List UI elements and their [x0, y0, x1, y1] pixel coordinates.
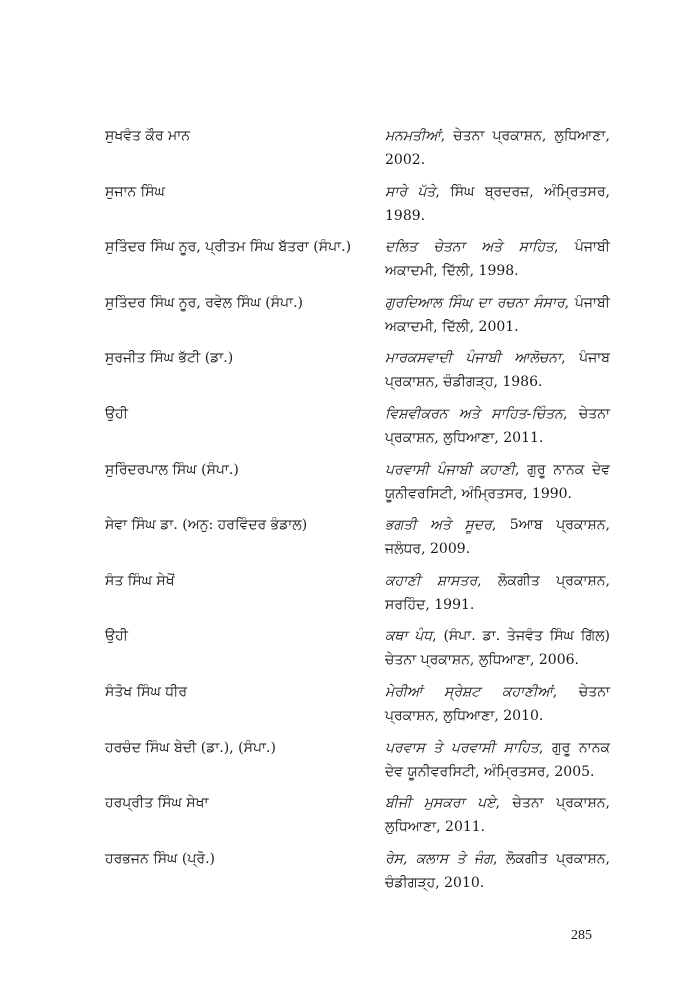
entry-title: ਪਰਵਾਸ ਤੇ ਪਰਵਾਸੀ ਸਾਹਿਤ: [385, 739, 539, 756]
entry-author: ਸੁਜਾਨ ਸਿੰਘ: [105, 183, 165, 200]
bibliography-entry: [105, 680, 610, 736]
entry-work: [385, 791, 610, 847]
bibliography-entry: [105, 847, 610, 903]
entry-author: ਸੁਤਿੰਦਰ ਸਿੰਘ ਨੂਰ, ਪ੍ਰੀਤਮ ਸਿੰਘ ਬੱਤਰਾ (ਸੰਪਾ.): [105, 239, 352, 256]
entry-details: , ਚੇਤਨਾ ਪ੍ਰਕਾਸ਼ਨ, ਲੁਧਿਆਣਾ, 2002.: [385, 128, 610, 168]
entry-details: , ਚੇਤਨਾ ਪ੍ਰਕਾਸ਼ਨ, ਲੁਧਿਆਣਾ, 2010.: [385, 683, 610, 724]
entry-details: , ਪੰਜਾਬ ਪ੍ਰਕਾਸ਼ਨ, ਚੰਡੀਗੜ੍ਹ, 1986.: [385, 350, 611, 391]
entry-author: ਸੁਰਿੰਦਰਪਾਲ ਸਿੰਘ (ਸੰਪਾ.): [105, 461, 239, 478]
bibliography-entry: [105, 346, 610, 402]
entry-title: ਪਰਵਾਸੀ ਪੰਜਾਬੀ ਕਹਾਣੀ: [385, 461, 515, 478]
bibliography-entry: [105, 513, 610, 569]
entry-title: ਵਿਸ਼ਵੀਕਰਨ ਅਤੇ ਸਾਹਿਤ-ਚਿੰਤਨ: [385, 405, 564, 422]
entry-title: ਗੁਰਦਿਆਲ ਸਿੰਘ ਦਾ ਰਚਨਾ ਸੰਸਾਰ: [385, 294, 565, 311]
entry-author: ਸੰਤ ਸਿੰਘ ਸੇਖੋਂ: [105, 572, 175, 589]
bibliography-entry: [105, 736, 610, 792]
entry-title: ਰੇਸ, ਕਲਾਸ ਤੇ ਜੰਗ: [385, 850, 493, 867]
entry-work: [385, 402, 610, 458]
entry-details: , ਲੋਕਗੀਤ ਪ੍ਰਕਾਸ਼ਨ, ਸਰਹਿੰਦ, 1991.: [385, 572, 610, 613]
entry-title: ਭਗਤੀ ਅਤੇ ਸੂਦਰ: [385, 517, 492, 534]
entry-details: , ਗੁਰੂ ਨਾਨਕ ਦੇਵ ਯੂਨੀਵਰਸਿਟੀ, ਅੰਮ੍ਰਿਤਸਰ, 1990.: [385, 461, 610, 502]
entry-work: [385, 624, 610, 680]
entry-title: ਮੇਰੀਆਂ ਸ੍ਰੇਸ਼ਟ ਕਹਾਣੀਆਂ: [385, 683, 553, 700]
entry-title: ਬੀਜੀ ਮੁਸਕਰਾ ਪਏ: [385, 795, 496, 812]
entry-details: , 5ਆਬ ਪ੍ਰਕਾਸ਼ਨ, ਜਲੰਧਰ, 2009.: [385, 517, 610, 558]
entry-author: ਸੁਖਵੰਤ ਕੌਰ ਮਾਨ: [105, 128, 191, 144]
bibliography-entry: [105, 180, 610, 236]
entry-author: ਹਰਪ੍ਰੀਤ ਸਿੰਘ ਸੇਖਾ: [105, 795, 209, 812]
bibliography-entry: [105, 124, 610, 180]
entry-work: [385, 680, 610, 736]
entry-title: ਮਾਰਕਸਵਾਦੀ ਪੰਜਾਬੀ ਆਲੋਚਨਾ: [385, 350, 562, 367]
entry-author: ਸੁਤਿੰਦਰ ਸਿੰਘ ਨੂਰ, ਰਵੇਲ ਸਿੰਘ (ਸੰਪਾ.): [105, 294, 304, 311]
entry-work: [385, 346, 610, 402]
entry-author: ਹਰਚੰਦ ਸਿੰਘ ਬੇਦੀ (ਡਾ.), (ਸੰਪਾ.): [105, 739, 276, 756]
bibliography-entry: [105, 458, 610, 514]
entry-details: , ਪੰਜਾਬੀ ਅਕਾਦਮੀ, ਦਿੱਲੀ, 1998.: [385, 239, 610, 280]
entry-work: [385, 235, 610, 291]
entry-details: , ਪੰਜਾਬੀ ਅਕਾਦਮੀ, ਦਿੱਲੀ, 2001.: [385, 294, 610, 335]
entry-work: [385, 513, 610, 569]
entry-work: [385, 569, 610, 625]
page-number: 285: [571, 928, 592, 943]
entry-details: , ਗੁਰੂ ਨਾਨਕ ਦੇਵ ਯੂਨੀਵਰਸਿਟੀ, ਅੰਮ੍ਰਿਤਸਰ, 2005.: [385, 739, 610, 780]
entry-work: [385, 124, 610, 180]
entry-author: ਉਹੀ: [105, 405, 128, 422]
entry-work: [385, 180, 610, 236]
entry-author: ਸੰਤੋਖ ਸਿੰਘ ਧੀਰ: [105, 683, 188, 700]
bibliography-entry: [105, 235, 610, 291]
entry-details: , ਸਿੰਘ ਬ੍ਰਦਰਜ਼, ਅੰਮ੍ਰਿਤਸਰ, 1989.: [385, 183, 610, 224]
bibliography-entry: [105, 402, 610, 458]
bibliography-entry: [105, 569, 610, 625]
entry-details: , ਚੇਤਨਾ ਪ੍ਰਕਾਸ਼ਨ, ਲੁਧਿਆਣਾ, 2011.: [385, 405, 610, 446]
bibliography-list: [105, 124, 610, 902]
entry-author: ਸੇਵਾ ਸਿੰਘ ਡਾ. (ਅਨੁ: ਹਰਵਿੰਦਰ ਭੰਡਾਲ): [105, 517, 308, 534]
entry-author: ਉਹੀ: [105, 628, 128, 645]
entry-details: , ਲੋਕਗੀਤ ਪ੍ਰਕਾਸ਼ਨ, ਚੰਡੀਗੜ੍ਹ, 2010.: [385, 850, 610, 891]
entry-work: [385, 291, 610, 347]
entry-title: ਦਲਿਤ ਚੇਤਨਾ ਅਤੇ ਸਾਹਿਤ: [385, 239, 554, 256]
entry-work: [385, 458, 610, 514]
bibliography-entry: [105, 791, 610, 847]
entry-work: [385, 847, 610, 903]
entry-title: ਕਹਾਣੀ ਸ਼ਾਸਤਰ: [385, 572, 478, 589]
bibliography-entry: [105, 624, 610, 680]
entry-details: , (ਸੰਪਾ. ਡਾ. ਤੇਜਵੰਤ ਸਿੰਘ ਗਿੱਲ) ਚੇਤਨਾ ਪ੍ਰਕਾਸ਼ਨ, ਲੁਧਿਆਣਾ, 2006.: [385, 628, 611, 669]
bibliography-entry: [105, 291, 610, 347]
entry-title: ਮਨਮਤੀਆਂ: [385, 128, 441, 144]
entry-title: ਕਥਾ ਪੰਧ: [385, 628, 433, 645]
entry-details: , ਚੇਤਨਾ ਪ੍ਰਕਾਸ਼ਨ, ਲੁਧਿਆਣਾ, 2011.: [385, 795, 610, 836]
entry-author: ਸੁਰਜੀਤ ਸਿੰਘ ਭੱਟੀ (ਡਾ.): [105, 350, 234, 367]
entry-work: [385, 736, 610, 792]
entry-title: ਸਾਰੇ ਪੱਤੇ: [385, 183, 436, 200]
entry-author: ਹਰਭਜਨ ਸਿੰਘ (ਪ੍ਰੋ.): [105, 850, 215, 867]
